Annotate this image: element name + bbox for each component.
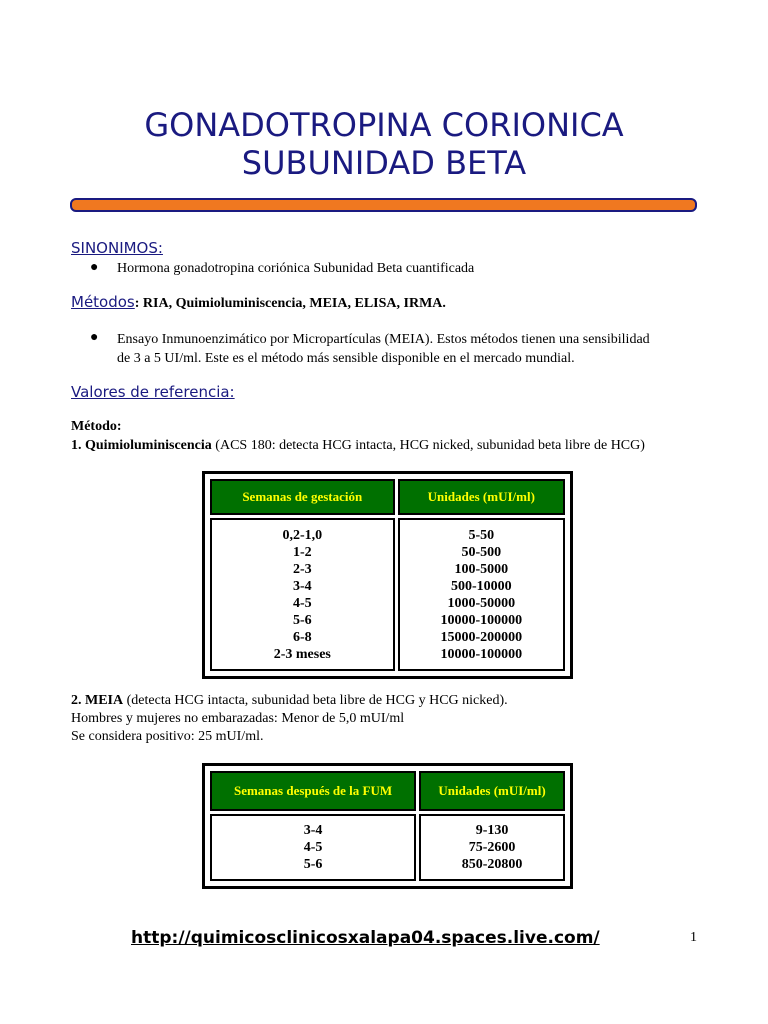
bullet-icon: ● (90, 330, 99, 345)
table2-weeks-cell (210, 814, 416, 881)
table1-unit: 500-10000 (450, 578, 512, 594)
table2-week: 3-4 (303, 823, 323, 838)
table2-unit: 75-2600 (468, 840, 516, 855)
table1-unit: 10000-100000 (440, 612, 523, 628)
title-line-2: SUBUNIDAD BETA (241, 144, 527, 182)
title-line-1: GONADOTROPINA CORIONICA (144, 106, 624, 144)
table1-week: 4-5 (292, 595, 312, 611)
document-title (0, 106, 768, 182)
table2-week: 4-5 (303, 840, 323, 855)
method-2-line (71, 692, 508, 710)
method-2-desc: (detecta HCG intacta, subunidad beta libre de HCG y HCG nicked). (123, 693, 508, 708)
table1-units-cell (398, 518, 565, 671)
metodos-heading: Métodos (71, 293, 135, 311)
sinonimos-item: Hormona gonadotropina coriónica Subunidad Beta cuantificada (117, 261, 475, 276)
method-2-reference: Hombres y mujeres no embarazadas: Menor de 5,0 mUI/ml (71, 711, 405, 726)
table1-unit: 5-50 (468, 527, 495, 543)
table1-unit: 15000-200000 (440, 629, 523, 645)
valores-heading: Valores de referencia: (71, 383, 235, 401)
table2-unit: 9-130 (475, 823, 509, 838)
table1-unit: 1000-50000 (447, 595, 516, 611)
table1-week: 2-3 (292, 561, 312, 577)
page-number: 1 (690, 930, 697, 945)
table1-week: 6-8 (292, 629, 312, 645)
table1-week: 1-2 (292, 544, 312, 560)
table1-header-weeks: Semanas de gestación (210, 479, 395, 515)
table1-week: 0,2-1,0 (282, 527, 323, 543)
sinonimos-heading: SINONIMOS: (71, 239, 163, 257)
table1-week: 5-6 (292, 612, 312, 628)
table-meia (202, 763, 573, 889)
metodos-item-line-2: de 3 a 5 UI/ml. Este es el método más sensible disponible en el mercado mundial. (117, 351, 575, 366)
method-2-label: 2. MEIA (71, 693, 124, 708)
method-1-label: 1. Quimioluminiscencia (71, 438, 212, 453)
table1-header-units: Unidades (mUI/ml) (398, 479, 565, 515)
table1-week: 3-4 (292, 578, 312, 594)
title-divider-bar (70, 198, 697, 212)
method-1-line (71, 437, 645, 455)
table2-unit: 850-20800 (461, 857, 523, 872)
metodos-item-line-1: Ensayo Inmunoenzimático por Micropartículas (MEIA). Estos métodos tienen una sensibilidad (117, 332, 650, 347)
metodo-label: Método: (71, 419, 122, 434)
bullet-icon: ● (90, 260, 99, 275)
table1-unit: 50-500 (461, 544, 502, 560)
footer-url-link[interactable]: http://quimicosclinicosxalapa04.spaces.live.com/ (131, 928, 600, 948)
table1-unit: 10000-100000 (440, 646, 523, 662)
metodos-colon: : (134, 296, 140, 311)
table2-units-cell (419, 814, 565, 881)
table1-unit: 100-5000 (454, 561, 509, 577)
method-1-desc: (ACS 180: detecta HCG intacta, HCG nicked, subunidad beta libre de HCG) (211, 438, 645, 453)
table1-weeks-cell (210, 518, 395, 671)
metodos-list: RIA, Quimioluminiscencia, MEIA, ELISA, IRMA. (139, 296, 446, 311)
table1-week: 2-3 meses (273, 646, 331, 662)
metodos-item (117, 330, 702, 368)
table2-week: 5-6 (303, 857, 323, 872)
table-quimioluminiscencia (202, 471, 573, 679)
metodos-line (71, 293, 446, 313)
method-2-positive: Se considera positivo: 25 mUI/ml. (71, 729, 264, 744)
table2-header-units: Unidades (mUI/ml) (419, 771, 565, 811)
table2-header-weeks: Semanas después de la FUM (210, 771, 416, 811)
